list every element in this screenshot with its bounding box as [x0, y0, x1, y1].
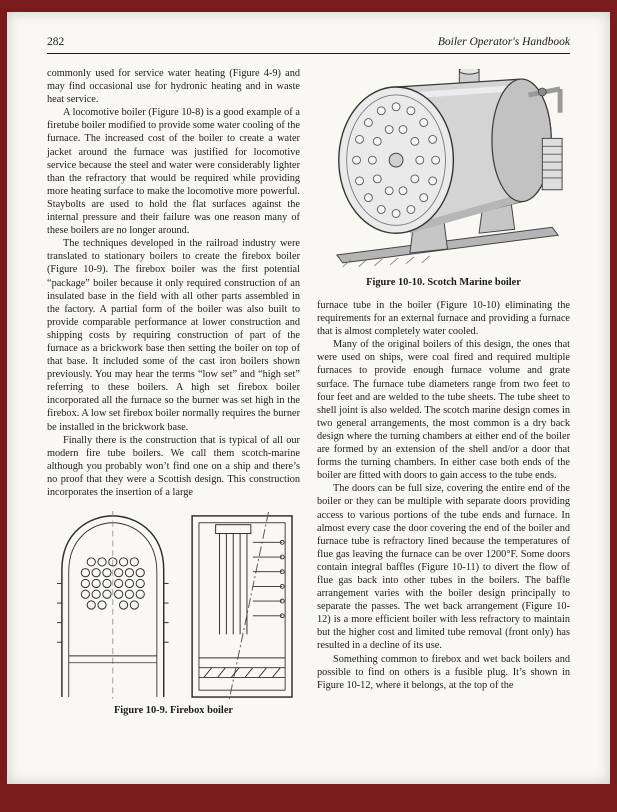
- right-column: [317, 67, 570, 717]
- page-header: [47, 36, 570, 49]
- figure-10-9: [47, 511, 300, 717]
- paragraph: furnace tube in the boiler (Figure 10-10) eliminating the requirements for an external furnace and providing a furnace that is almost completely water cooled.: [317, 300, 570, 338]
- paragraph: A locomotive boiler (Figure 10-8) is a good example of a firetube boiler modified to provide some water cooling of the furnace. The increased cost of the boiler to create a water jacket around the furnace was justified for locomotive service because the steel and water were considerably lighter than the refractory that would be required while providing more heating surface to make the locomotive more powerful. Staybolts are used to hold the flat surfaces against the internal pressure and their failure was one reason many of these boilers are no longer around.: [47, 107, 300, 237]
- header-rule: [47, 53, 570, 54]
- two-column-body: [47, 67, 570, 717]
- scotch-marine-boiler-illustration: [319, 69, 569, 271]
- paragraph: Something common to firebox and wet back boilers and possible to find on others is a fusible plug. It’s shown in Figure 10-12, where it belongs, at the top of the: [317, 653, 570, 691]
- book-title: Boiler Operator's Handbook: [437, 36, 570, 48]
- book-page: [7, 12, 610, 784]
- paragraph: The doors can be full size, covering the entire end of the boiler or they can be multiple with separate doors providing access to various portions of the tube ends and furnace. In almost every case the door covering the end of the boiler and furnace tube is refractory lined because the temperatures of flue gas leaving the furnace can be over 1200°F. Some doors contain integral baffles (Figure 10-11) to divert the flow of flue gas back into other tubes in the boilers. The baffle arrangement varies with the boiler design principally to separate the passes. The wet back arrangement (Figure 10-12) is a more efficient boiler with less refractory to maintain but the higher cost and limited tube removal (front only) has resulted in a decline of its use.: [317, 483, 570, 652]
- paragraph: Many of the original boilers of this design, the ones that were used on ships, were coal fired and required multiple furnaces to provide enough furnace volume and grate surface. The furnace tube diameters range from two feet to four feet and are welded to the tube sheets. The tube sheet to shell joint is also welded. The scotch marine design comes in two general arrangements, the most common is a dry back design where the turning chambers at either end of the boiler are formed by an extension of the shell and/or a door that forms the turning chambers. In either case both ends of the boiler are fitted with doors to gain access to the tube ends.: [317, 339, 570, 482]
- page-number: 282: [47, 36, 65, 48]
- paragraph: The techniques developed in the railroad industry were translated to stationary boilers to create the firebox boiler (Figure 10-9). The firebox boiler was the first potential “package” boiler because it only required construction of an insulated base in the field with all other parts assembled in the factory. A partial form of the boiler was also built to provide comparable performance at lower construction and shipping costs by requiring construction of part of the furnace as a brickwork base then setting the boiler on top of that base. It included some of the cast iron boilers shown previously. You may hear the terms “low set” and “high set” referring to these boilers. A high set firebox boiler incorporated all the furnace so the burner was set high in the firebox. A low set firebox boiler normally requires the burner be installed in the brickwork base.: [47, 238, 300, 433]
- figure-10-10-caption: Figure 10-10. Scotch Marine boiler: [366, 277, 521, 288]
- firebox-boiler-illustration: [50, 511, 298, 699]
- left-column: [47, 67, 300, 717]
- paragraph: commonly used for service water heating (Figure 4-9) and may find occasional use for hydronic heating and in waste heat service.: [47, 68, 300, 106]
- figure-10-10: [317, 69, 570, 289]
- paragraph: Finally there is the construction that is typical of all our modern fire tube boilers. We call them scotch-marine although you probably won’t find one on a ship and there’s no proof that they were a Scottish design. This construction incorporates the insertion of a large: [47, 434, 300, 498]
- figure-10-9-caption: Figure 10-9. Firebox boiler: [113, 705, 234, 717]
